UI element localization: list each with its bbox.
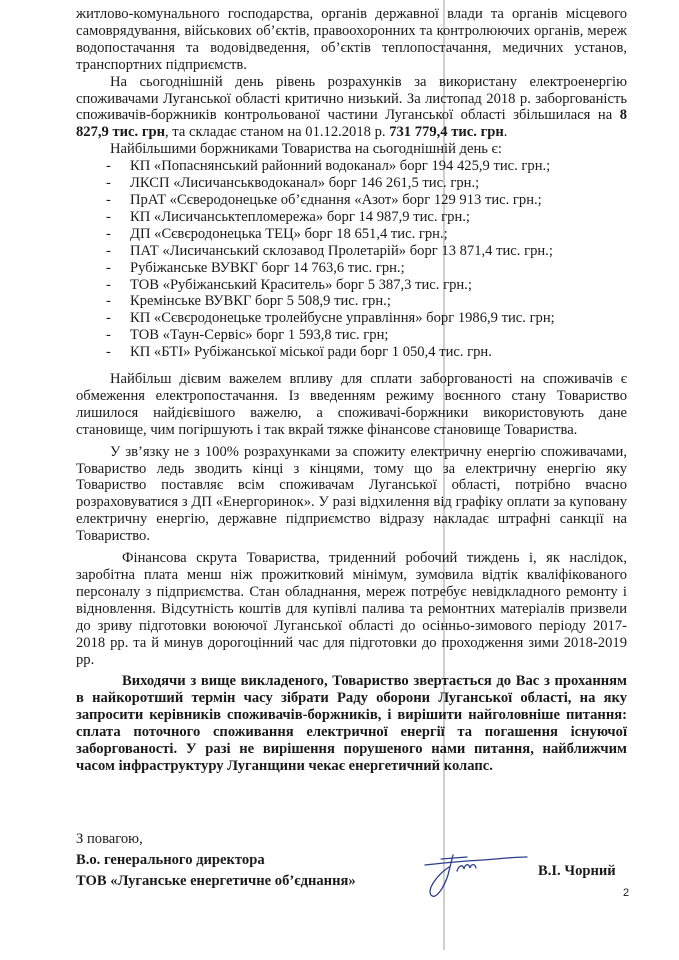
- list-item: - КП «Лисичанськтепломережа» борг 14 987,9 тис. грн.;: [106, 208, 470, 225]
- page-number: 2: [623, 887, 630, 899]
- debtors-intro: Найбільшими боржниками Товариства на сьогоднішній день є:: [110, 141, 502, 158]
- paragraph-request: Виходячи з вище викладеного, Товариство звертається до Вас з проханням в найкоротший термін часу зібрати Раду оборони Луганської області, на яку запросити керівників споживачів-боржників, і вирішити найголовніше питання: сплата поточного споживання електричної енергії та погашення існуючої заборгованості. У разі не вирішення порушеного нами питання, найближчим часом інфраструктуру Луганщини чекає енергетичний колапс.: [76, 673, 627, 774]
- signer-name: В.І. Чорний: [538, 863, 616, 879]
- debt-increase: 8 827,9 тис. грн: [76, 107, 627, 141]
- list-item: - КП «Сєвєродонецьке тролейбусне управління» борг 1986,9 тис. грн;: [106, 310, 555, 327]
- debtors-list: [76, 158, 627, 361]
- regards: З повагою,: [76, 831, 143, 847]
- paragraph-debt-level: На сьогоднішній день рівень розрахунків за використану електроенергію споживачами Луганської області критично низький. За листопад 2018 р. заборгованість споживачів-боржників контрольованої частини Луганської області збільшилася на 8 827,9 тис. грн, та складає станом на 01.12.2018 р. 731 779,4 тис. грн.: [76, 73, 627, 141]
- paragraph-payments: У зв’язку не з 100% розрахунками за спожиту електричну енергію споживачами, Товариство ледь зводить кінці з кінцями, тому що за електричну енергію яку Товариство поставляє всім споживачам Луганської області, потрібно вчасно розраховуватися з ДП «Енергоринок». У разі відхилення від графіку оплати за куповану електричну енергію, державне підприємство відразу накладає штрафні санкції на Товариство.: [76, 443, 627, 545]
- debt-total: 731 779,4 тис. грн: [389, 124, 504, 141]
- signature-stroke: [425, 857, 527, 865]
- signature-stroke: [430, 855, 453, 896]
- list-item: - КП «БТІ» Рубіжанської міської ради борг 1 050,4 тис. грн.: [106, 344, 492, 361]
- list-item: - КП «Попаснянський районний водоканал» борг 194 425,9 тис. грн.;: [106, 158, 551, 175]
- signature-stroke: [457, 865, 476, 871]
- signature-stroke: [441, 857, 467, 859]
- list-item: - Кремінське ВУВКГ борг 5 508,9 тис. грн.;: [106, 293, 391, 310]
- list-item: - ПрАТ «Сєверодонецьке об’єднання «Азот» борг 129 913 тис. грн.;: [106, 191, 542, 208]
- letter-body: [76, 6, 627, 775]
- list-item: - ДП «Сєвєродонецька ТЕЦ» борг 18 651,4 тис. грн.;: [106, 225, 448, 242]
- paragraph-financial-crisis: Фінансова скрута Товариства, триденний робочий тиждень і, як наслідок, заробітна плата менш ніж прожитковий мінімум, зумовила відтік кваліфікованого персоналу з підприємства. Стан обладнання, мереж потребує невідкладного ремонту і відновлення. Відсутність коштів для купівлі палива та ремонтних матеріалів призвели до зриву підготовки воюючої Луганської області до осінньо-зимового періоду 2017-2018 рр. та й минув дорогоцінний час для підготовки до проходження зими 2018-2019 рр.: [76, 550, 627, 668]
- handwritten-signature: [423, 845, 533, 905]
- paragraph-infrastructure: житлово-комунального господарства, органів державної влади та органів місцевого самоврядування, військових об’єктів, правоохоронних та контролюючих органів, мереж водопостачання та водовідведення, об’єктів теплопостачання, медичних установ, транспортних підприємств.: [76, 6, 627, 73]
- list-item: - ТОВ «Таун-Сервіс» борг 1 593,8 тис. грн;: [106, 327, 389, 344]
- company-name: ТОВ «Луганське енергетичне об’єднання»: [76, 873, 356, 889]
- closing-block: [76, 829, 356, 892]
- list-item: - ПАТ «Лисичанський склозавод Пролетарій» борг 13 871,4 тис. грн.;: [106, 242, 553, 259]
- signer-title: В.о. генерального директора: [76, 852, 265, 868]
- list-item: - Рубіжанське ВУВКГ борг 14 763,6 тис. грн.;: [106, 259, 405, 276]
- paragraph-leverage: Найбільш дієвим важелем впливу для сплати заборгованості на споживачів є обмеження електропостачання. Із введенням режиму воєнного стану Товариство лишилося найдієвішого важелю, а споживачі-боржники використовують дане становище, чим погіршують і так вкрай тяжке фінансове становище Товариства.: [76, 371, 627, 438]
- list-item: - ЛКСП «Лисичанськводоканал» борг 146 261,5 тис. грн.;: [106, 175, 480, 192]
- list-item: - ТОВ «Рубіжанський Краситель» борг 5 387,3 тис. грн.;: [106, 276, 472, 293]
